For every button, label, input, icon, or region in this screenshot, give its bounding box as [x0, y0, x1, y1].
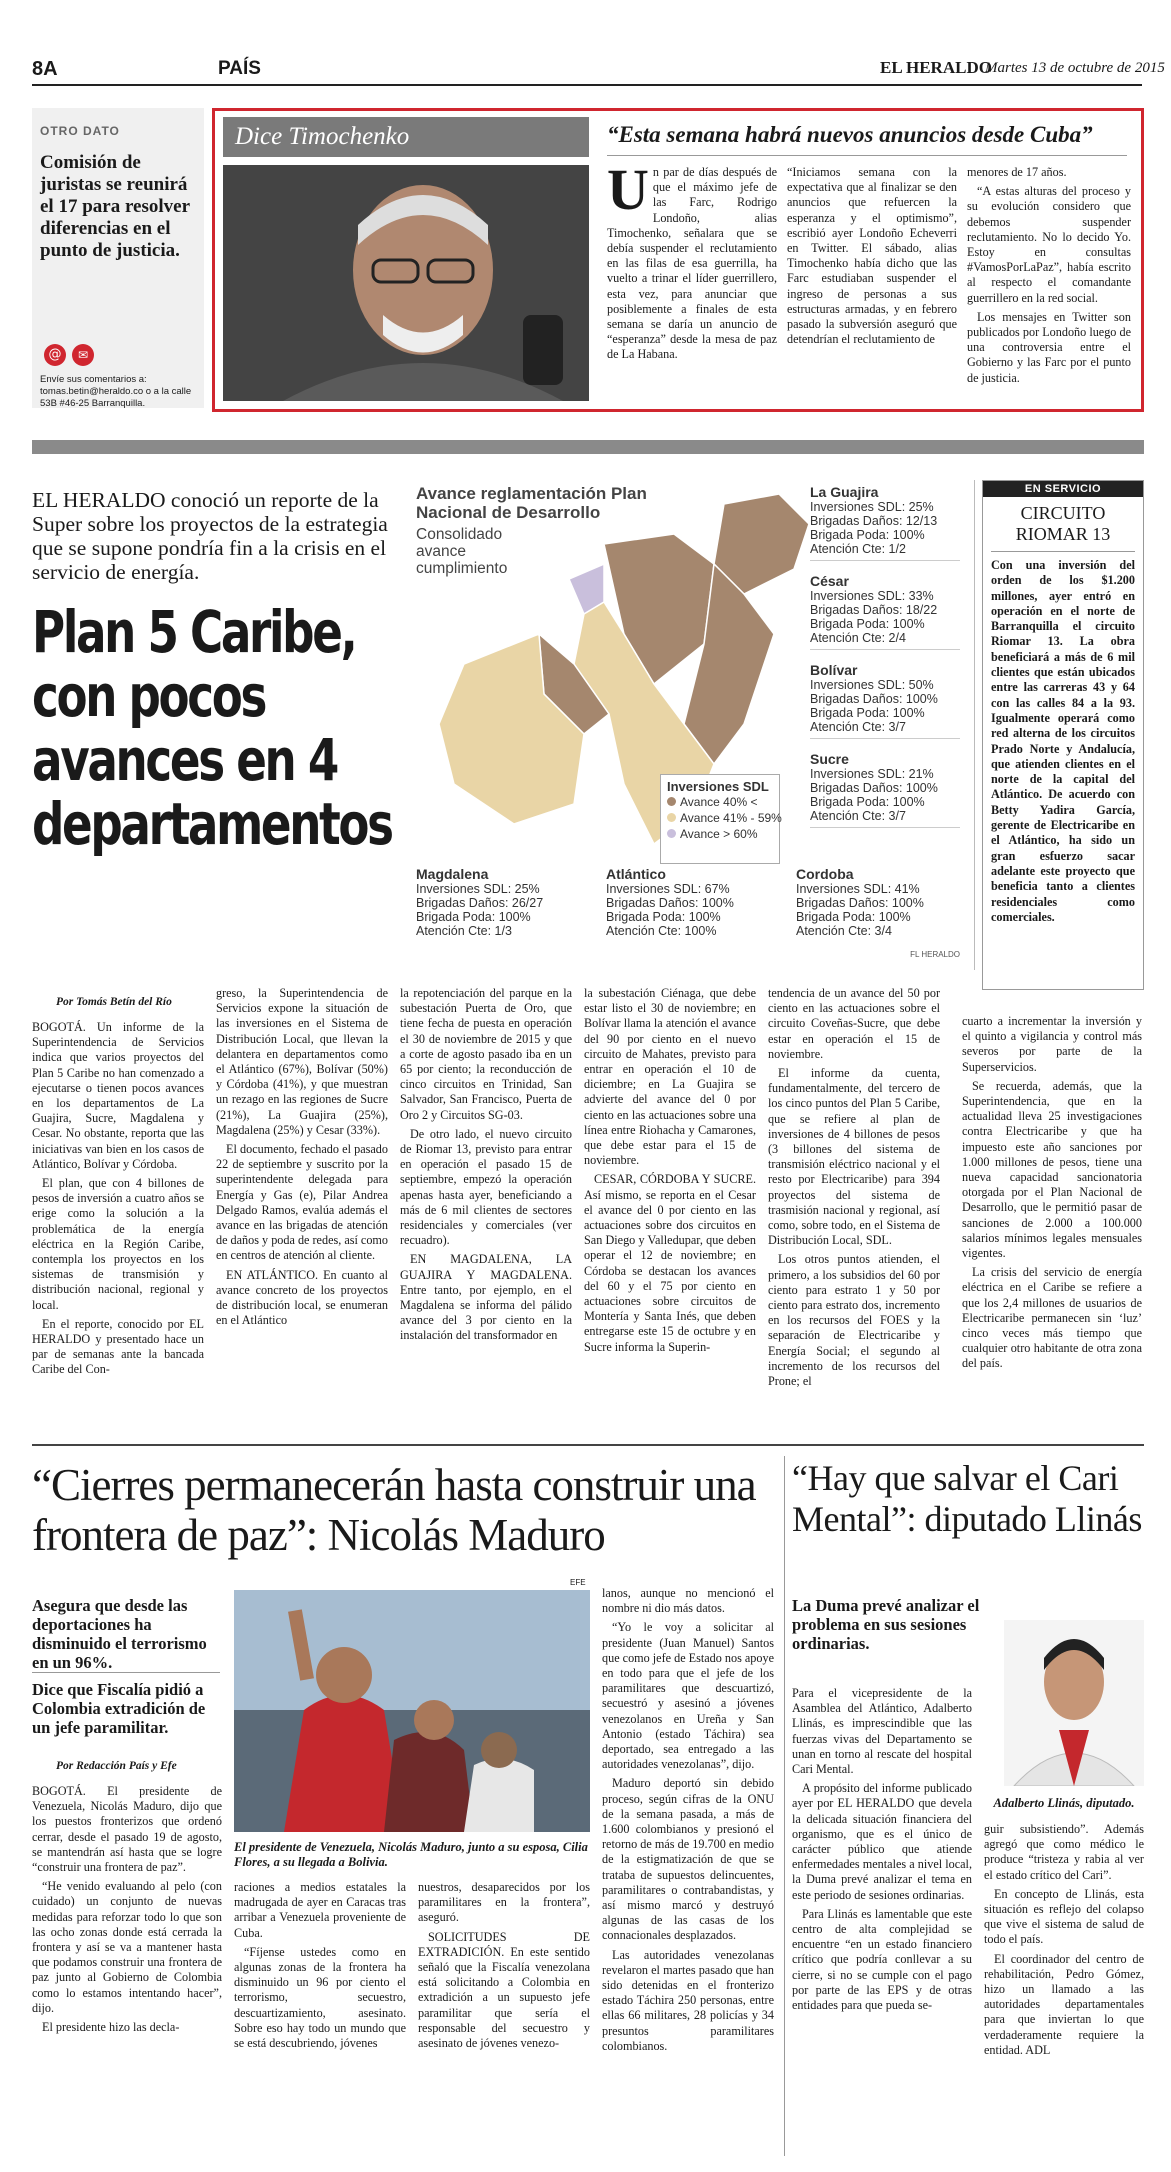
timochenko-photo: [223, 165, 589, 401]
llinas-col-2-paragraph: El coordinador del centro de rehabilitación, Pedro Gómez, hizo un llamado a las autoridades departamentales para que inviertan lo que verdaderamente requiere la entidad. ADL: [984, 1951, 1144, 2057]
dept-stat-line: Brigadas Daños: 18/22: [810, 603, 938, 617]
dept-stat-line: Brigada Poda: 100%: [810, 795, 925, 809]
maduro-col-3: [418, 1880, 590, 2055]
maduro-col-4: [602, 1586, 774, 2058]
legend-items: [667, 794, 782, 842]
maduro-col-2-paragraph: raciones a medios estatales la madrugada de ayer en Caracas tras arribar a Venezuela proveniente de Cuba.: [234, 1880, 406, 1940]
legend-item: [667, 826, 773, 842]
maduro-photo: [234, 1590, 590, 1832]
maduro-col-3-paragraph: nuestros, desaparecidos por los paramilitares en la frontera”, aseguró.: [418, 1880, 590, 1925]
dept-stats-bottom: [416, 866, 966, 958]
timochenko-col-3-p2: “A estas alturas del proceso y su evolución considero que debemos suspender reclutamiento. No lo decido Yo. Estoy en consultas #VamosPorLaPaz”, había escrito al respecto el comandante guerrillero en la red social.: [967, 184, 1131, 305]
timochenko-col-3-p1: menores de 17 años.: [967, 165, 1067, 179]
timochenko-col-3: [967, 165, 1131, 390]
dept-stat-line: Atención Cte: 1/2: [810, 542, 906, 556]
timochenko-col-1-text: n par de días después de que el máximo jefe de las Farc, Rodrigo Londoño, alias Timochenko, señalara que se debía suspender el reclutamiento en las filas de esa guerrilla, ha vuelto a trinar el líder guerrillero, esta vez, para anunciar que posiblemente a finales de esta semana se daría un anuncio de “esperanza” desde la mesa de paz de La Habana.: [607, 165, 777, 362]
dept-stat-line: Inversiones SDL: 25%: [810, 500, 934, 514]
plan-col-1-paragraph: BOGOTÁ. Un informe de la Superintendencia de Servicios indica que varios proyectos del Plan 5 Caribe no han comenzado a ejecutarse o tienen pocos avances en los departamentos de La Guajira, Sucre, Magdalena y Cesar. No obstante, reporta que las iniciativas van bien en los casos de Atlántico, Bolívar y Córdoba.: [32, 1020, 204, 1171]
masthead-rule: [32, 84, 1142, 86]
legend-swatch: [667, 797, 676, 806]
dept-name: Magdalena: [416, 866, 489, 882]
llinas-col-1-paragraph: Para el vicepresidente de la Asamblea del Atlántico, Adalberto Llinás, es imprescindible que las fuerzas vivas del Departamento se unan en torno al rescate del hospital Cari Mental.: [792, 1686, 972, 1777]
llinas-col-2-paragraph: En concepto de Llinás, esta situación es reflejo del colapso que vive el sistema de salud de todo el país.: [984, 1886, 1144, 1947]
timochenko-col-1: [607, 157, 777, 363]
dept-name: Sucre: [810, 751, 849, 767]
llinas-col-2: [984, 1822, 1144, 2062]
section-separator: [32, 440, 1144, 454]
plan-col-4: [584, 986, 756, 1359]
plan-col-2: [216, 986, 388, 1332]
map-subtitle: Consolidado avance cumplimiento: [416, 526, 508, 577]
maduro-headline: “Cierres permanecerán hasta construir una frontera de paz”: Nicolás Maduro: [32, 1460, 756, 1560]
comments-contact: Envíe sus comentarios a: tomas.betin@heraldo.co o a la calle 53B #46-25 Barranquilla.: [40, 374, 192, 409]
map-graphic: [410, 484, 970, 962]
dept-stat-line: Brigada Poda: 100%: [810, 528, 925, 542]
plan-col-2-paragraph: El documento, fechado el pasado 22 de septiembre y suscrito por la superintendente delegada para Energía y Gas (e), Pilar Andrea Delgado Ramos, evalúa además el avance en las brigadas de atención de daños y poda de redes, así como en centros de atención al cliente.: [216, 1142, 388, 1263]
plan-col-6: [962, 1014, 1142, 1376]
plan-col-6-paragraph: cuarto a incrementar la inversión y el quinto a vigilancia y control más severos por parte de la Superservicios.: [962, 1014, 1142, 1074]
plan-col-2-paragraph: EN ATLÁNTICO. En cuanto al avance concreto de los proyectos de distribución local, se enumeran en el Atlántico: [216, 1267, 388, 1328]
plan-col-5-paragraph: El informe da cuenta, fundamentalmente, del tercero de los cinco puntos del Plan 5 Caribe, que se refiere al plan de inversiones de 4 billones de pesos (3 billones del sistema de transmisión eléctrico nacional y el resto por Electricaribe) para 394 proyectos del sistema de trasmisión nacional y regional, así como, sobre todo, en el Sistema de Distribución Local, SDL.: [768, 1066, 940, 1248]
dept-stat-line: Atención Cte: 1/3: [416, 924, 512, 938]
legend-label: Avance 40% <: [680, 795, 758, 809]
dept-stat-line: Brigada Poda: 100%: [810, 706, 925, 720]
maduro-col-3-paragraph: SOLICITUDES DE EXTRADICIÓN. En este sentido señaló que la Fiscalía venezolana está solicitando a Colombia en extradición a un supuesto jefe paramilitar que sería el responsable del secuestro y asesinato de jóvenes venezo-: [418, 1929, 590, 2051]
plan-col-3-paragraph: la repotenciación del parque en la subestación Puerta de Oro, que tiene fecha de puesta en operación el 30 de noviembre de 2015 y que a corte de agosto pasado iba en un 65 por ciento; la reconducción de cinco circuitos en Trinidad, San Salvador, San Francisco, Puerta de Oro 2 y Circuitos SG-03.: [400, 986, 572, 1122]
dept-stat-line: Brigada Poda: 100%: [810, 617, 925, 631]
plan-col-4-paragraph: CESAR, CÓRDOBA Y SUCRE. Así mismo, se reporta en el Cesar el avance del 0 por ciento en las actuaciones sobre dos circuitos en San Diego y Valledupar, que deben operar el 12 de noviembre; en Córdoba se destacan los avances del 60 y el 75 por ciento en actuaciones sobre circuitos de Montería y Santa Inés, que deben entregarse este 15 de octubre y en Sucre informa la Superin-: [584, 1172, 756, 1354]
dept-stat-line: Brigadas Daños: 100%: [796, 896, 924, 910]
dept-name: La Guajira: [810, 484, 879, 500]
maduro-col-1-paragraph: “He venido evaluando al pelo (con cuidado) un conjunto de nuevas medidas para reforzar todo lo que son las ocho zonas donde está cerrada la frontera y así se va a mantener hasta que podamos construir una frontera de paz junto al Gobierno de Colombia como lo estamos intentando hacer”, dijo.: [32, 1879, 222, 2015]
dept-stat-block: [416, 866, 586, 938]
dept-stat-line: Brigada Poda: 100%: [796, 910, 911, 924]
plan-col-5-paragraph: tendencia de un avance del 50 por ciento en las actuaciones sobre el circuito Coveñas-Sucre, que debe estar en operación el 15 de noviembre.: [768, 986, 940, 1061]
map-legend: [660, 774, 780, 864]
dept-name: César: [810, 573, 849, 589]
dept-stat-line: Brigadas Daños: 26/27: [416, 896, 544, 910]
maduro-col-1: [32, 1784, 222, 2039]
maduro-col-2: [234, 1880, 406, 2055]
dept-name: Atlántico: [606, 866, 666, 882]
dept-stat-line: Brigada Poda: 100%: [416, 910, 531, 924]
dept-stat-line: Atención Cte: 2/4: [810, 631, 906, 645]
dept-stat-line: Brigadas Daños: 12/13: [810, 514, 938, 528]
plan-kicker: EL HERALDO conoció un reporte de la Super sobre los proyectos de la estrategia que se supone pondría fin a la crisis en el servicio de energía.: [32, 488, 388, 584]
llinas-deck: La Duma prevé analizar el problema en sus sesiones ordinarias.: [792, 1596, 980, 1653]
plan-col-1-paragraph: El plan, que con 4 billones de pesos de inversión a cuatro años se erige como la solución a la problemática de la energía eléctrica en la Región Caribe, contempla los proyectos en los sistemas de transmisión y distribución nacional, regional y local.: [32, 1176, 204, 1312]
dept-stat-line: Inversiones SDL: 67%: [606, 882, 730, 896]
maduro-deck-rule: [32, 1672, 220, 1673]
plan-col-4-paragraph: la subestación Ciénaga, que debe estar listo el 30 de noviembre; en Bolívar llama la atención el avance del 90 por ciento en el nuevo circuito de Mahates, previsto para entrar en operación el 10 de diciembre; en La Guajira se advierte del avance del 0 por ciento en las actuaciones sobre una línea entre Riohacha y Camarones, que debe estar para el 15 de noviembre.: [584, 986, 756, 1168]
plan-col-1-paragraph: En el reporte, conocido por EL HERALDO y presentado hace un par de semanas ante la bancada Caribe del Con-: [32, 1316, 204, 1377]
sidebar-box: [982, 480, 1144, 990]
timochenko-dropcap: U: [607, 157, 649, 222]
legend-label: Avance > 60%: [680, 827, 758, 841]
llinas-photo: [1004, 1620, 1144, 1786]
llinas-col-1-paragraph: Para Llinás es lamentable que este centro de alta complejidad se encuentre “en un estado financiero crítico que podría conllevar a su cierre, si no se cumple con el pago por parte de las EPS y de otras entidades para que pueda se-: [792, 1906, 972, 2013]
lower-rule: [32, 1444, 1144, 1446]
maduro-col-1-paragraph: BOGOTÁ. El presidente de Venezuela, Nicolás Maduro, dijo que los puestos fronterizos que ordenó cerrar, desde el pasado 19 de agosto, se mantendrán así hasta que se logre “construir una frontera de paz”.: [32, 1784, 222, 1875]
legend-label: Avance 41% - 59%: [680, 811, 782, 825]
map-vertical-rule: [974, 480, 975, 970]
legend-item: [667, 794, 773, 810]
timochenko-col-3-p3: Los mensajes en Twitter son publicados por Londoño luego de una controversia entre el Gobierno y las Farc por el punto de justicia.: [967, 309, 1131, 385]
llinas-photo-illustration: [1004, 1620, 1144, 1786]
legend-swatch: [667, 813, 676, 822]
photo-credit: EFE: [570, 1578, 586, 1587]
timochenko-rule: [607, 155, 1127, 156]
llinas-col-1: [792, 1686, 972, 2017]
dept-name: Cordoba: [796, 866, 854, 882]
vertical-divider: [784, 1456, 785, 2156]
plan-byline: Por Tomás Betín del Río: [56, 996, 172, 1008]
maduro-photo-illustration: [234, 1590, 590, 1832]
dept-stat-line: Brigadas Daños: 100%: [810, 692, 938, 706]
dept-stat-line: Inversiones SDL: 50%: [810, 678, 934, 692]
maduro-caption: El presidente de Venezuela, Nicolás Maduro, junto a su esposa, Cilia Flores, a su llegada a Bolivia.: [234, 1840, 588, 1869]
sidebar-label: EN SERVICIO: [983, 481, 1143, 497]
timochenko-photo-illustration: [223, 165, 589, 401]
dept-name: Bolívar: [810, 662, 858, 678]
dept-stat-line: Inversiones SDL: 21%: [810, 767, 934, 781]
maduro-col-4-paragraph: Las autoridades venezolanas revelaron el martes pasado que han sido detenidas en el fronterizo estado Táchira 250 personas, entre ellas 66 militares, 28 policías y 34 presuntos paramilitares colombianos.: [602, 1947, 774, 2053]
timochenko-headline: “Esta semana habrá nuevos anuncios desde Cuba”: [607, 122, 1093, 147]
plan-headline: Plan 5 Caribe, con pocos avances en 4 departamentos: [32, 598, 392, 858]
plan-col-2-paragraph: greso, la Superintendencia de Servicios expone la situación de las inversiones en el Sistema de Distribución Local, que llevan la delantera en departamentos como el Atlántico (67%), Bolívar (50%) y Córdoba (41%), y que muestran un rezago en las regiones de Sucre (21%), La Guajira (25%), Magdalena (25%) y Cesar (33%).: [216, 986, 388, 1137]
llinas-caption: Adalberto Llinás, diputado.: [993, 1796, 1135, 1810]
dept-stat-block: [606, 866, 776, 938]
dept-stat-line: Brigadas Daños: 100%: [810, 781, 938, 795]
dept-stat-line: Inversiones SDL: 25%: [416, 882, 540, 896]
dept-stat-line: Atención Cte: 100%: [606, 924, 717, 938]
sidebar-title: CIRCUITO RIOMAR 13: [991, 503, 1135, 552]
dept-stat-line: Brigada Poda: 100%: [606, 910, 721, 924]
dept-stat-line: Atención Cte: 3/4: [796, 924, 892, 938]
plan-col-3: [400, 986, 572, 1348]
legend-item: [667, 810, 782, 826]
sidebar-text: Con una inversión del orden de los $1.200 millones, ayer entró en operación en el norte de Barranquilla el circuito Riomar 13. La obra beneficiará a más de 6 mil clientes que están ubicados entre las carreras 43 y 64 con las calles 84 a la 93. Igualmente operará como red alterna de los circuitos Prado Norte y Andalucía, que atienden clientes en el norte de la capital del Atlántico. De acuerdo con Betty Yadira García, gerente de Electricaribe en el Atlántico, ha sido un gran esfuerzo sacar adelante este proyecto que beneficia tanto a clientes residenciales como comerciales.: [991, 558, 1135, 924]
dept-stat-line: Brigadas Daños: 100%: [606, 896, 734, 910]
llinas-col-2-paragraph: guir subsistiendo”. Además agregó que como médico le produce “tristeza y rabia al ver el estado crítico del Cari”.: [984, 1822, 1144, 1882]
legend-swatch: [667, 829, 676, 838]
legend-title: Inversiones SDL: [667, 779, 769, 794]
plan-col-5-paragraph: Los otros puntos atienden, el primero, a los subsidios del 60 por ciento para estrato 1 y 50 por ciento para estrato dos, incremento en los recursos del FOES y la separación de Electricaribe y Energía Social; el segundo al incremento de los recursos del Prone; el: [768, 1252, 940, 1389]
plan-col-1: [32, 1020, 204, 1382]
dept-stat-line: Inversiones SDL: 41%: [796, 882, 920, 896]
page-number: 8A: [32, 58, 58, 80]
newspaper-name: EL HERALDO: [880, 58, 992, 77]
timochenko-box: [212, 108, 1144, 412]
timochenko-col-2: “Iniciamos semana con la expectativa que al finalizar se den anuncios que refuercen la esperanza y el optimismo”, escribió ayer Londoño Echeverri en Twitter. El sábado, alias Timochenko había dicho que las Farc estudiaban suspender el ingreso de personas a sus estructuras armadas, y en febrero pasado la subversión aseguró que detendrían el reclutamiento de: [787, 165, 957, 347]
maduro-col-4-paragraph: “Yo le voy a solicitar al presidente (Juan Manuel) Santos que como jefe de Estado nos apoye en todo para que el jefe de los paramilitares que descuartizó, secuestró y asesinó a jóvenes venezolanos en Ureña y San Antonio (estado Táchira) sea deportado, sea entregado a las autoridades venezolanas”, dijo.: [602, 1620, 774, 1772]
section-label: PAÍS: [218, 58, 261, 79]
maduro-col-1-paragraph: El presidente hizo las decla-: [42, 2020, 180, 2035]
dept-stat-line: Atención Cte: 3/7: [810, 720, 906, 734]
otro-dato-text: Comisión de juristas se reunirá el 17 para resolver diferencias en el punto de justicia.: [40, 152, 190, 261]
otro-dato-box: [32, 108, 204, 408]
maduro-deck-1: Asegura que desde las deportaciones ha disminuido el terrorismo en un 96%.: [32, 1596, 207, 1672]
maduro-deck-2: Dice que Fiscalía pidió a Colombia extradición de un jefe paramilitar.: [32, 1680, 206, 1737]
plan-col-6-paragraph: La crisis del servicio de energía eléctrica en el Caribe se refiere a que los 2,4 millones de usuarios de Electricaribe permanecen sin ‘luz’ cinco veces más tiempo que cualquier otro habitante de otra zona del país.: [962, 1265, 1142, 1371]
dept-stat-block: [810, 751, 960, 828]
llinas-col-1-paragraph: A propósito del informe publicado ayer por EL HERALDO que devela la delicada situación financiera del organismo, que es el único de carácter público que atiende enfermedades mentales a nivel local, la Duma prevé analizar el tema en este periodo de sesiones ordinarias.: [792, 1781, 972, 1902]
twitter-icon[interactable]: @: [44, 344, 66, 366]
dept-stat-block: [810, 573, 960, 650]
dept-stat-line: Inversiones SDL: 33%: [810, 589, 934, 603]
plan-col-5: [768, 986, 940, 1393]
dept-stat-block: [796, 866, 966, 938]
maduro-col-4-paragraph: lanos, aunque no mencionó el nombre ni dio más datos.: [602, 1586, 774, 1616]
map-title: Avance reglamentación Plan Nacional de Desarrollo: [416, 484, 647, 522]
maduro-col-2-paragraph: “Fíjense ustedes como en algunas zonas de la frontera ha disminuido un 96 por ciento el terrorismo, secuestro, descuartizamiento, asesinato. Sobre eso hay todo un mundo que se está descubriendo, jóvenes: [234, 1944, 406, 2051]
map-credit: FL HERALDO: [910, 950, 960, 959]
dept-stat-line: Atención Cte: 3/7: [810, 809, 906, 823]
timochenko-banner: Dice Timochenko: [223, 117, 589, 157]
plan-col-3-paragraph: De otro lado, el nuevo circuito de Riomar 13, previsto para entrar en operación el pasado 15 de septiembre, empezó la operación apenas hasta ayer, beneficiando a más de 6 mil clientes de sectores residenciales y comerciales (ver recuadro).: [400, 1126, 572, 1248]
llinas-headline: “Hay que salvar el Cari Mental”: diputado Llinás: [792, 1458, 1142, 1539]
dept-stat-block: [810, 484, 960, 561]
plan-col-6-paragraph: Se recuerda, además, que la Superintendencia, que en la actualidad lleva 25 investigaciones contra Electricaribe y que ha impuesto este año sanciones por 1.000 millones de pesos, tiene una nueva capacidad sancionatoria otorgada por el Plan Nacional de Desarrollo, que le permitió pasar de sanciones de 2.000 a 100.000 salarios mínimos legales mensuales vigentes.: [962, 1078, 1142, 1261]
issue-date: Martes 13 de octubre de 2015: [985, 60, 1165, 76]
maduro-col-4-paragraph: Maduro deportó sin debido proceso, según cifras de la ONU de la semana pasada, a más de 1.600 colombianos y presionó el retorno de más de 19.700 en medio de la estigmatización de que se trataba de supuestos delincuentes, paramilitares o contrabandistas, y así mismo marcó y destruyó algunas de las casas de los connacionales desplazados.: [602, 1776, 774, 1943]
dept-stat-block: [810, 662, 960, 739]
plan-col-3-paragraph: EN MAGDALENA, LA GUAJIRA Y MAGDALENA. Entre tanto, por ejemplo, en el Magdalena se informa del pálido avance del 3 por ciento en la instalación del transformador en: [400, 1252, 572, 1343]
maduro-byline: Por Redacción País y Efe: [56, 1760, 177, 1772]
email-icon[interactable]: ✉: [72, 344, 94, 366]
otro-dato-label: OTRO DATO: [40, 124, 120, 138]
dept-stats-right: [810, 484, 960, 840]
